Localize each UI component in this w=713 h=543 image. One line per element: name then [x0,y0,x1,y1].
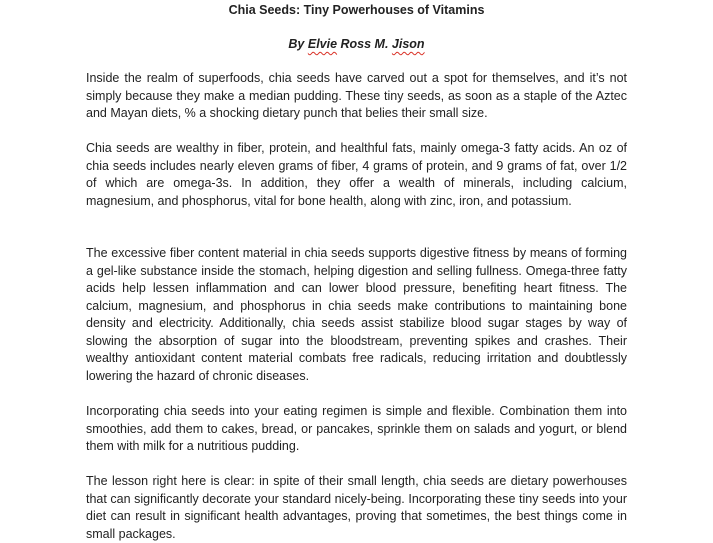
document-title: Chia Seeds: Tiny Powerhouses of Vitamins [228,3,485,17]
author-middle-name: Ross M. [337,37,392,51]
paragraph-usage: Incorporating chia seeds into your eating regimen is simple and flexible. Combination them into smoothies, add them to cakes, bread, or pancakes, sprinkle them on salads and yogurt, or blend them with milk for a nutritious pudding. [86,404,627,453]
author-byline [86,36,627,53]
byline-prefix: By [288,37,308,51]
paragraph-health-benefits: The excessive fiber content material in chia seeds supports digestive fitness by means of forming a gel-like substance inside the stomach, helping digestion and selling fullness. Omega-three fatty acids help lessen inflammation and can lower blood pressure, benefiting heart fitness. The calcium, magnesium, and phosphorus in chia seeds make contributions to maintaining bone density and electricity. Additionally, chia seeds assist stabilize blood sugar stages by way of slowing the absorption of sugar into the bloodstream, preventing spikes and crashes. Their wealthy antioxidant content material combats free radicals, reducing irritation and doubtlessly lowering the hazard of chronic diseases. [86,246,627,383]
author-first-name: Elvie [307,37,338,51]
author-last-name: Jison [391,37,425,51]
paragraph-nutrition: Chia seeds are wealthy in fiber, protein, and healthful fats, mainly omega-3 fatty acids. An oz of chia seeds includes nearly eleven grams of fiber, 4 grams of protein, and 9 grams of fat, over 1/2 of which are omega-3s. In addition, they offer a wealth of minerals, including calcium, magnesium, and phosphorus, vital for bone health, along with zinc, iron, and potassium. [86,141,627,208]
paragraph-conclusion: The lesson right here is clear: in spite of their small length, chia seeds are dietary powerhouses that can significantly decorate your standard nicely-being. Incorporating these tiny seeds into your diet can result in significant health advantages, proving that sometimes, the best things come in small packages. [86,474,627,541]
paragraph-intro: Inside the realm of superfoods, chia seeds have carved out a spot for themselves, and it’s not simply because they make a median pudding. These tiny seeds, as soon as a staple of the Aztec and Mayan diets, % a shocking dietary punch that belies their small size. [86,71,627,120]
